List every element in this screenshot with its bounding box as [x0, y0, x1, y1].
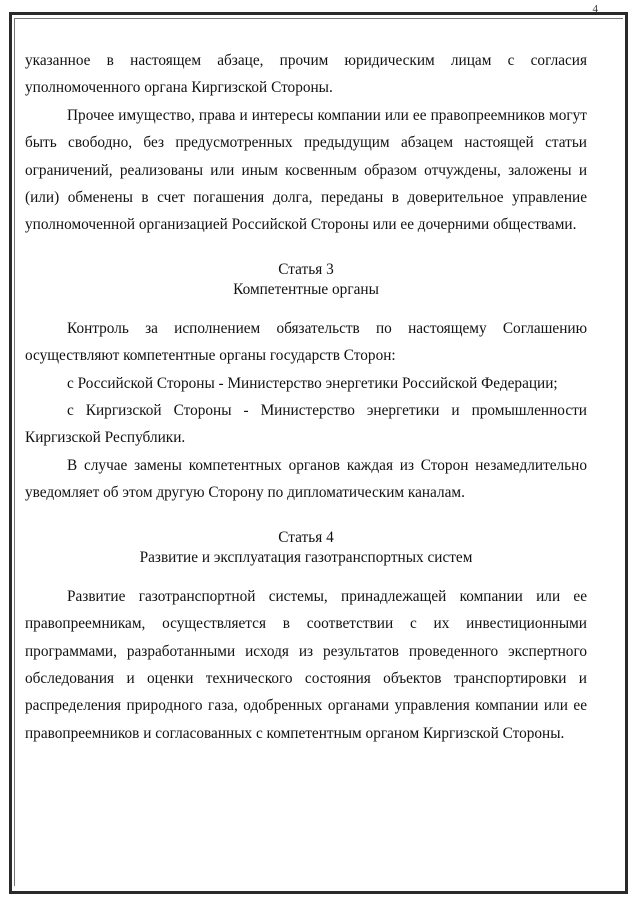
- paragraph-continued: указанное в настоящем абзаце, прочим юридическим лицам с согласия уполномоченного органа Киргизской Стороны.: [25, 52, 587, 97]
- page-number: 4: [592, 3, 598, 15]
- article3-paragraph-2: с Российской Стороны - Министерство энергетики Российской Федерации;: [67, 374, 558, 392]
- article3-number: Статья 3: [278, 260, 334, 278]
- paragraph-other-property: Прочее имущество, права и интересы компании или ее правопреемников могут быть свободно, без предусмотренных предыдущим абзацем настоящей статьи ограничений, реализованы или иным косвенным образом отчуждены, заложены и (или) обменены в счет погашения долга, переданы в доверительное управление уполномоченной организацией Российской Стороны или ее дочерними обществами.: [25, 106, 587, 234]
- spacer: [25, 239, 587, 260]
- document-body: [25, 47, 587, 747]
- spacer: [25, 301, 587, 315]
- article4-number: Статья 4: [278, 528, 334, 546]
- article3-paragraph-1: Контроль за исполнением обязательств по настоящему Соглашению осуществляют компетентные органы государств Сторон:: [25, 319, 587, 365]
- article4-title: Развитие и эксплуатация газотранспортных систем: [139, 549, 473, 567]
- spacer: [25, 569, 587, 583]
- spacer: [25, 507, 587, 528]
- article4-paragraph-1: Развитие газотранспортной системы, принадлежащей компании или ее правопреемникам, осуществляется в соответствии с их инвестиционными программами, разработанными исходя из результатов проведенного экспертного обследования и оценки технического состояния объектов транспортировки и распределения природного газа, одобренных органами управления компании или ее правопреемников и согласованных с компетентным органом Киргизской Стороны.: [25, 587, 587, 742]
- article3-title: Компетентные органы: [233, 281, 379, 299]
- article3-paragraph-3: с Киргизской Стороны - Министерство энергетики и промышленности Киргизской Республики.: [25, 402, 587, 447]
- article3-paragraph-4: В случае замены компетентных органов каждая из Сторон незамедлительно уведомляет об этом другую Сторону по дипломатическим каналам.: [25, 456, 587, 502]
